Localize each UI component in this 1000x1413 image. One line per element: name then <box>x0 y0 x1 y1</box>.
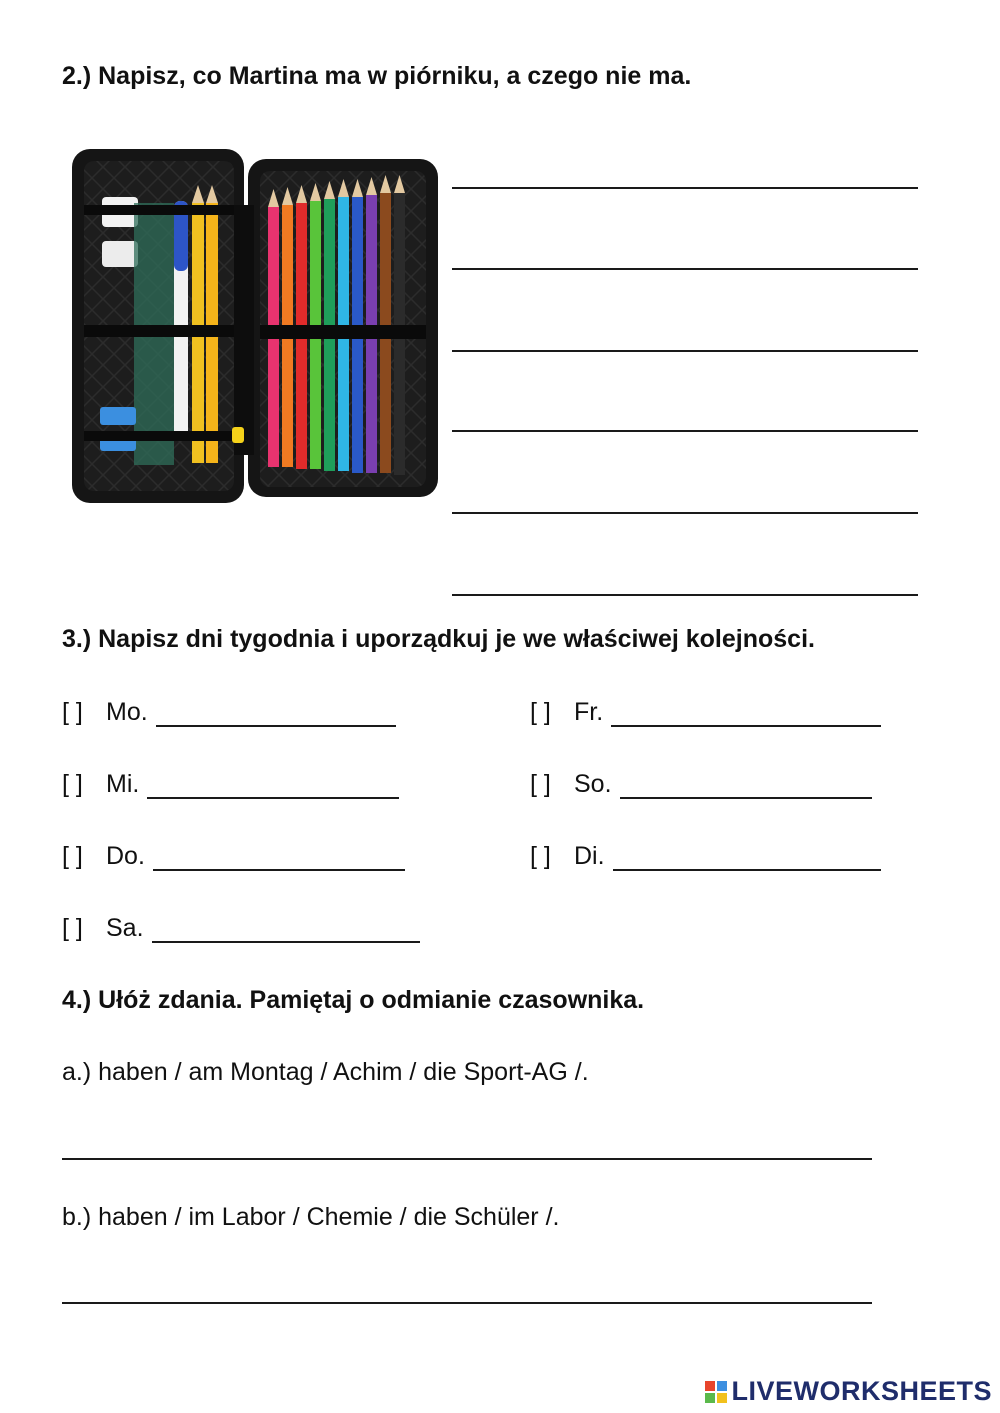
sentence-b-answer-line[interactable] <box>62 1302 872 1304</box>
answer-line-2[interactable] <box>452 268 918 270</box>
answer-line-4[interactable] <box>452 430 918 432</box>
day-label-di: Di. <box>574 842 605 870</box>
sentence-a-answer-line[interactable] <box>62 1158 872 1160</box>
answer-line-1[interactable] <box>452 187 918 189</box>
order-bracket[interactable]: [ ] <box>530 698 551 726</box>
answer-line-5[interactable] <box>452 512 918 514</box>
day-answer-mo[interactable] <box>156 701 396 727</box>
day-row-so <box>530 770 872 799</box>
logo-mark-icon <box>705 1381 727 1403</box>
day-label-fr: Fr. <box>574 698 604 726</box>
pencil-case-image <box>70 145 442 507</box>
sentence-a: a.) haben / am Montag / Achim / die Sport-AG /. <box>62 1058 589 1086</box>
question-2-heading: 2.) Napisz, co Martina ma w piórniku, a czego nie ma. <box>62 62 692 90</box>
day-row-sa <box>62 914 420 943</box>
answer-line-3[interactable] <box>452 350 918 352</box>
order-bracket[interactable]: [ ] <box>62 698 83 726</box>
day-answer-fr[interactable] <box>611 701 881 727</box>
day-answer-do[interactable] <box>153 845 405 871</box>
day-label-so: So. <box>574 770 612 798</box>
question-4-heading: 4.) Ułóż zdania. Pamiętaj o odmianie czasownika. <box>62 986 645 1014</box>
day-label-mi: Mi. <box>106 770 140 798</box>
day-row-di <box>530 842 881 871</box>
day-answer-so[interactable] <box>620 773 872 799</box>
logo-text: LIVEWORKSHEETS <box>731 1376 992 1406</box>
order-bracket[interactable]: [ ] <box>530 770 551 798</box>
day-row-mi <box>62 770 399 799</box>
day-row-fr <box>530 698 881 727</box>
order-bracket[interactable]: [ ] <box>62 842 83 870</box>
day-answer-di[interactable] <box>613 845 881 871</box>
day-label-do: Do. <box>106 842 145 870</box>
day-label-mo: Mo. <box>106 698 148 726</box>
day-answer-mi[interactable] <box>147 773 399 799</box>
order-bracket[interactable]: [ ] <box>62 770 83 798</box>
liveworksheets-logo[interactable] <box>705 1376 992 1407</box>
day-row-do <box>62 842 405 871</box>
day-row-mo <box>62 698 396 727</box>
question-3-heading: 3.) Napisz dni tygodnia i uporządkuj je we właściwej kolejności. <box>62 625 815 653</box>
day-answer-sa[interactable] <box>152 917 420 943</box>
answer-line-6[interactable] <box>452 594 918 596</box>
order-bracket[interactable]: [ ] <box>62 914 83 942</box>
day-label-sa: Sa. <box>106 914 144 942</box>
sentence-b: b.) haben / im Labor / Chemie / die Schüler /. <box>62 1203 560 1231</box>
order-bracket[interactable]: [ ] <box>530 842 551 870</box>
